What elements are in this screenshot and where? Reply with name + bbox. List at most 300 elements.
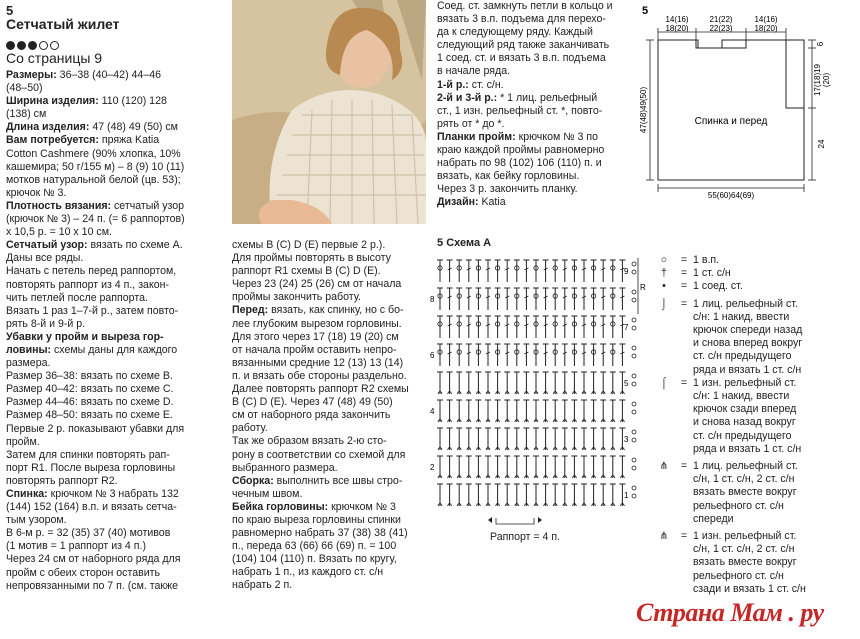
back-post-icon: ⌠: [660, 376, 668, 389]
back-post-icon: [653, 403, 675, 416]
legend-text: и снова назад вокруг: [693, 416, 796, 429]
text-run: 1 соед. ст. и вязать 3 в.п. подъема: [437, 52, 606, 65]
text-line: [232, 540, 432, 553]
legend-row: [653, 280, 858, 293]
svg-text:Спинка и перед: Спинка и перед: [694, 116, 768, 127]
rapport-label: Раппорт = 4 п.: [490, 531, 561, 543]
text-run: (48–50): [6, 82, 43, 95]
text-run: чить петлей после раппорта.: [6, 291, 148, 304]
difficulty-dot: [6, 41, 15, 50]
text-run: пройм с обеих сторон оставить: [6, 566, 161, 579]
cluster-back-icon: [653, 570, 675, 583]
text-line: [437, 0, 637, 13]
text-run: Первые 2 р. показывают убавки для: [6, 422, 185, 435]
text-run: Соед. ст. замкнуть петли в кольцо и: [437, 0, 613, 12]
front-post-icon: [653, 324, 675, 337]
text-run: Размер 48–50: вязать по схеме Е.: [6, 409, 173, 422]
text-line: [6, 344, 228, 357]
legend-text: 1 ст. с/н: [693, 267, 731, 280]
legend-text: 1 соед. ст.: [693, 280, 743, 293]
legend-row: [653, 377, 858, 390]
text-run: в начале ряда.: [437, 65, 511, 78]
text-line: [6, 82, 228, 95]
text-run: (крючок № 3) – 24 п. (= 6 раппортов): [6, 213, 185, 226]
text-run: Для этого через 17 (18) 19 (20) см: [232, 330, 399, 343]
text-line: [232, 422, 432, 435]
legend-text: спереди: [693, 512, 734, 525]
text-line: [437, 131, 637, 144]
legend-row: [653, 311, 858, 324]
legend-row: [653, 513, 858, 526]
text-run: Katia: [478, 196, 506, 209]
text-line: [6, 318, 228, 331]
text-run: рять от * до *.: [437, 117, 505, 130]
text-run: повторять раппорт из 4 п., закон-: [6, 278, 169, 291]
text-run: набрать 1 п., из каждого ст. с/н: [232, 566, 384, 579]
legend-equals: [675, 486, 693, 499]
front-post-icon: [653, 364, 675, 377]
bold-heading: 2-й и 3-й р.:: [437, 91, 498, 104]
text-run: * 1 лиц. рельефный: [497, 91, 598, 104]
svg-text:6: 6: [816, 41, 825, 47]
text-run: (104) 104 (110) п. Вязать по кругу,: [232, 553, 397, 566]
legend-equals: [675, 403, 693, 416]
legend-equals: =: [680, 530, 688, 543]
text-line: [232, 501, 432, 514]
back-post-icon: [653, 416, 675, 429]
text-line: [6, 436, 228, 449]
text-run: Размер 36–38: вязать по схеме В.: [6, 370, 173, 383]
chain-loop: [632, 402, 636, 406]
text-run: крючком № 3 по: [515, 130, 598, 143]
text-run: крючком № 3: [328, 500, 396, 513]
text-line: [232, 475, 432, 488]
text-run: крючок № 3.: [6, 186, 67, 199]
text-line: [6, 200, 228, 213]
pattern-title: 5 Схема А: [437, 237, 492, 249]
front-post-icon: [653, 350, 675, 363]
text-line: [6, 292, 228, 305]
text-line: [232, 514, 432, 527]
text-line: [6, 121, 228, 134]
text-line: [232, 318, 432, 331]
text-run: (1 мотив = 1 раппорт из 4 п.): [6, 540, 146, 553]
chain-loop: [632, 290, 636, 294]
legend-text: сзади и вязать 1 ст. с/н: [693, 582, 806, 595]
repeat-label: R: [640, 283, 646, 292]
text-run: Размер 44–46: вязать по схеме D.: [6, 396, 174, 409]
text-line: [437, 183, 637, 196]
pattern-number: 5: [6, 3, 14, 18]
text-line: [437, 170, 637, 183]
legend-equals: [675, 364, 693, 377]
text-line: [6, 213, 228, 226]
text-run: В (С) D (Е). Через 47 (48) 49 (50): [232, 396, 393, 409]
text-run: 110 (120) 128: [98, 95, 167, 108]
legend-equals: [675, 473, 693, 486]
row-number: 3: [624, 435, 629, 444]
cluster-front-icon: [653, 473, 675, 486]
legend-row: [653, 583, 858, 596]
cluster-back-icon: ⋔: [659, 530, 669, 543]
text-line: [232, 488, 432, 501]
text-line: [6, 148, 228, 161]
chain-loop: [632, 298, 636, 302]
text-line: [232, 265, 432, 278]
bold-heading: Плотность вязания:: [6, 199, 112, 212]
text-run: рять 8-й и 9-й р.: [6, 317, 86, 330]
cluster-front-icon: [653, 486, 675, 499]
legend-row: [653, 416, 858, 429]
chain-loop: [632, 430, 636, 434]
text-run: Размер 40–42: вязать по схеме С.: [6, 383, 174, 396]
legend-text: и снова вперед вокруг: [693, 337, 803, 350]
chain-loop: [632, 486, 636, 490]
text-run: Затем для спинки повторять рап-: [6, 448, 170, 461]
bold-heading: Дизайн:: [437, 196, 479, 209]
bold-heading: 1-й р.:: [437, 78, 469, 91]
text-run: Далее повторять раппорт R2 схемы: [232, 383, 409, 396]
cluster-front-icon: [653, 500, 675, 513]
text-line: [232, 553, 432, 566]
cluster-front-icon: [653, 513, 675, 526]
legend-row: [653, 337, 858, 350]
text-line: [437, 52, 637, 65]
legend-row: [653, 460, 858, 473]
legend-text: 1 лиц. рельефный ст.: [693, 460, 798, 473]
bold-heading: Бейка горловины:: [232, 500, 329, 513]
svg-text:17(18)19: 17(18)19: [813, 63, 822, 97]
bold-heading: Вам потребуется:: [6, 134, 99, 147]
front-post-icon: [653, 311, 675, 324]
text-line: [232, 566, 432, 579]
text-run: пряжа Katia: [98, 134, 160, 147]
legend-row: [653, 267, 858, 280]
text-run: тым узором.: [6, 514, 67, 527]
text-line: [6, 514, 228, 527]
cluster-front-icon: ⋔: [659, 460, 669, 473]
difficulty-dot: [50, 41, 59, 50]
text-run: Через 24 см от наборного ряда для: [6, 553, 181, 566]
symbol-legend: [653, 254, 858, 596]
instructions-col-2: [232, 239, 432, 593]
text-line: [232, 462, 432, 475]
back-post-icon: [653, 390, 675, 403]
text-run: следующий ряд также заканчивать: [437, 39, 610, 52]
chain-loop: [632, 494, 636, 498]
text-run: схемы В (С) D (Е) первые 2 р.).: [232, 239, 386, 251]
svg-text:14(16): 14(16): [665, 15, 689, 24]
legend-equals: [675, 337, 693, 350]
legend-text: ст. с/н предыдущего: [693, 350, 792, 363]
text-run: кашемира; 50 г/155 м) – 8 (9) 10 (11): [6, 160, 185, 173]
text-line: [6, 423, 228, 436]
legend-row: [653, 486, 858, 499]
text-run: чечным швом.: [232, 487, 303, 500]
text-run: Даны все ряды.: [6, 252, 84, 265]
svg-text:18(20): 18(20): [665, 24, 689, 33]
text-run: ст. с/н.: [468, 78, 504, 91]
text-run: работу.: [232, 422, 268, 435]
chain-loop: [632, 318, 636, 322]
text-run: п. и вязать обе стороны раздельно.: [232, 369, 407, 382]
legend-text: 1 изн. рельефный ст.: [693, 376, 797, 389]
legend-row: [653, 390, 858, 403]
legend-text: крючок сзади вперед: [693, 403, 797, 416]
model-photo: [232, 0, 426, 224]
text-run: рону в соответствии со схемой для: [232, 448, 406, 461]
difficulty-dot: [28, 41, 37, 50]
text-run: от начала пройм оставить непро-: [232, 343, 397, 356]
legend-row: [653, 324, 858, 337]
text-line: [6, 134, 228, 147]
legend-text: ряда и вязать 1 ст. с/н: [693, 363, 802, 376]
legend-row: [653, 530, 858, 543]
text-run: мотков натуральной белой (цв. 53);: [6, 173, 181, 186]
svg-text:24: 24: [817, 139, 826, 149]
text-line: [232, 357, 432, 370]
text-run: Через 23 (24) 25 (26) см от начала: [232, 278, 402, 291]
dot-icon: •: [662, 280, 666, 293]
legend-equals: [675, 443, 693, 456]
text-line: [6, 108, 228, 121]
legend-equals: =: [680, 267, 688, 280]
legend-equals: [675, 311, 693, 324]
chain-loop: [632, 354, 636, 358]
garment-schematic: [636, 0, 860, 226]
svg-text:18(20): 18(20): [754, 24, 778, 33]
legend-equals: =: [680, 460, 688, 473]
legend-text: с/н, 1 ст. с/н, 2 ст. с/н: [693, 543, 795, 556]
svg-text:47(48)49(50): 47(48)49(50): [639, 86, 648, 134]
chain-loop: [632, 466, 636, 470]
text-line: [232, 527, 432, 540]
text-line: [6, 540, 228, 553]
text-line: [232, 239, 432, 252]
text-run: равномерно набрать 37 (38) 38 (41): [232, 527, 408, 540]
text-line: [232, 252, 432, 265]
text-run: да к следующему ряду. Каждый: [437, 26, 593, 39]
text-run: непровязанными по 7 п. (см. также: [6, 579, 178, 592]
legend-equals: [675, 390, 693, 403]
text-line: [232, 370, 432, 383]
chain-loop: [632, 262, 636, 266]
legend-text: с/н: 1 накид, ввести: [693, 310, 790, 323]
legend-equals: [675, 570, 693, 583]
legend-text: вязать вместе вокруг: [693, 486, 797, 499]
legend-text: вязать вместе вокруг: [693, 556, 797, 569]
text-line: [6, 501, 228, 514]
text-line: [6, 265, 228, 278]
svg-text:(20): (20): [822, 72, 831, 88]
text-line: [6, 475, 228, 488]
legend-row: [653, 403, 858, 416]
legend-equals: [675, 513, 693, 526]
text-line: [232, 331, 432, 344]
bold-heading: Планки пройм:: [437, 130, 516, 143]
legend-equals: =: [680, 297, 688, 310]
page-reference: Со страницы 9: [6, 50, 103, 66]
svg-text:14(16): 14(16): [754, 15, 778, 24]
text-line: [6, 383, 228, 396]
legend-row: [653, 556, 858, 569]
text-line: [232, 396, 432, 409]
text-run: вязать, как бейку горловины.: [437, 170, 580, 183]
text-line: [437, 65, 637, 78]
legend-text: с/н: 1 накид, ввести: [693, 390, 790, 403]
difficulty-dot: [17, 41, 26, 50]
text-run: Вязать 1 раз 1–7-й р., затем повто-: [6, 304, 179, 317]
legend-row: [653, 254, 858, 267]
text-line: [6, 357, 228, 370]
legend-equals: [675, 416, 693, 429]
text-run: набрать по 98 (102) 106 (110) п. и: [437, 157, 602, 170]
text-run: В 6-м р. = 32 (35) 37 (40) мотивов: [6, 527, 171, 540]
text-line: [6, 239, 228, 252]
text-run: набрать 2 п.: [232, 579, 293, 592]
bold-heading: Убавки у пройм и выреза гор-: [6, 330, 164, 343]
text-line: [437, 144, 637, 157]
legend-text: ст. с/н предыдущего: [693, 429, 792, 442]
row-number: 1: [624, 491, 629, 500]
bold-heading: Спинка:: [6, 488, 48, 500]
svg-text:55(60)64(69): 55(60)64(69): [707, 191, 755, 200]
legend-text: 1 лиц. рельефный ст.: [693, 297, 798, 310]
text-line: [232, 383, 432, 396]
legend-row: [653, 443, 858, 456]
text-line: [6, 567, 228, 580]
text-line: [437, 39, 637, 52]
legend-equals: =: [680, 280, 688, 293]
chain-loop: [632, 346, 636, 350]
text-run: повторять раппорт R2.: [6, 474, 118, 487]
legend-row: [653, 500, 858, 513]
legend-row: [653, 298, 858, 311]
text-line: [232, 278, 432, 291]
chain-loop: [632, 458, 636, 462]
legend-row: [653, 350, 858, 363]
text-line: [6, 396, 228, 409]
row-number: 4: [430, 407, 435, 416]
text-run: 36–38 (40–42) 44–46: [56, 69, 161, 81]
legend-row: [653, 473, 858, 486]
text-line: [6, 527, 228, 540]
circle-icon: ○: [660, 254, 668, 266]
text-line: [6, 409, 228, 422]
legend-equals: =: [680, 254, 688, 266]
row-number: 8: [430, 295, 435, 304]
row-number: 5: [624, 379, 629, 388]
back-post-icon: [653, 443, 675, 456]
legend-text: 1 в.п.: [693, 254, 720, 266]
bold-heading: Длина изделия:: [6, 121, 90, 134]
row-number: 9: [624, 267, 629, 276]
text-run: выбранного размера.: [232, 461, 338, 474]
text-line: [6, 331, 228, 344]
legend-equals: [675, 556, 693, 569]
watermark: Страна Мам . ру: [636, 598, 824, 627]
tee-icon: †: [661, 267, 667, 280]
text-run: ст., 1 изн. рельефный ст. *, повто-: [437, 104, 603, 117]
instructions-col-1: [6, 69, 228, 593]
text-run: схемы даны для каждого: [51, 343, 178, 356]
bold-heading: Сборка:: [232, 474, 274, 487]
bold-heading: Размеры:: [6, 69, 57, 81]
crochet-chart: [426, 250, 652, 550]
text-run: вязать, как спинку, но с бо-: [268, 304, 404, 317]
text-line: [437, 157, 637, 170]
chain-loop: [632, 270, 636, 274]
text-line: [6, 449, 228, 462]
svg-text:22(23): 22(23): [709, 24, 733, 33]
text-line: [437, 196, 637, 209]
svg-text:21(22): 21(22): [709, 15, 733, 24]
legend-text: ряда и вязать 1 ст. с/н: [693, 442, 802, 455]
text-line: [437, 13, 637, 26]
front-post-icon: ⌡: [660, 297, 668, 310]
legend-equals: =: [680, 376, 688, 389]
text-line: [6, 69, 228, 82]
text-line: [437, 26, 637, 39]
row-number: 7: [624, 323, 629, 332]
text-run: 47 (48) 49 (50) см: [89, 121, 178, 134]
text-line: [232, 291, 432, 304]
text-run: краю каждой проймы равномерно: [437, 144, 605, 157]
text-line: [6, 95, 228, 108]
text-run: вязать по схеме А.: [87, 239, 183, 252]
legend-equals: [675, 500, 693, 513]
legend-equals: [675, 350, 693, 363]
text-line: [6, 187, 228, 200]
back-post-icon: [653, 430, 675, 443]
text-line: [6, 370, 228, 383]
text-run: пройм.: [6, 435, 40, 448]
front-post-icon: [653, 337, 675, 350]
text-line: [6, 305, 228, 318]
bold-heading: Сетчатый узор:: [6, 239, 88, 252]
text-line: [6, 580, 228, 593]
text-line: [437, 79, 637, 92]
text-run: вязать 3 в.п. подъема для перехо-: [437, 13, 606, 26]
legend-equals: [675, 583, 693, 596]
legend-text: с/н, 1 ст. с/н, 2 ст. с/н: [693, 473, 795, 486]
chain-loop: [632, 382, 636, 386]
text-line: [232, 579, 432, 592]
text-run: лее глубоким вырезом горловины.: [232, 317, 402, 330]
legend-row: [653, 430, 858, 443]
text-line: [437, 92, 637, 105]
text-run: п., переда 63 (66) 66 (69) п. = 100: [232, 540, 397, 553]
text-line: [6, 226, 228, 239]
text-line: [6, 488, 228, 501]
text-run: размера.: [6, 357, 51, 370]
text-run: крючком № 3 набрать 132: [47, 488, 179, 500]
text-run: вязанными средние 12 (13) 13 (14): [232, 356, 404, 369]
instructions-col-3: [437, 0, 637, 210]
text-run: по краю выреза горловины спинки: [232, 513, 401, 526]
row-number: 6: [430, 351, 435, 360]
text-line: [232, 409, 432, 422]
text-run: Начать с петель перед раппортом,: [6, 265, 177, 278]
schematic-number: 5: [642, 5, 649, 17]
text-line: [437, 105, 637, 118]
text-run: (144) 152 (164) в.п. и вязать сетча-: [6, 501, 177, 514]
text-run: (138) см: [6, 108, 47, 121]
page-title: Сетчатый жилет: [6, 16, 120, 32]
legend-equals: [675, 324, 693, 337]
text-run: Cotton Cashmere (90% хлопка, 10%: [6, 147, 181, 160]
text-line: [6, 161, 228, 174]
